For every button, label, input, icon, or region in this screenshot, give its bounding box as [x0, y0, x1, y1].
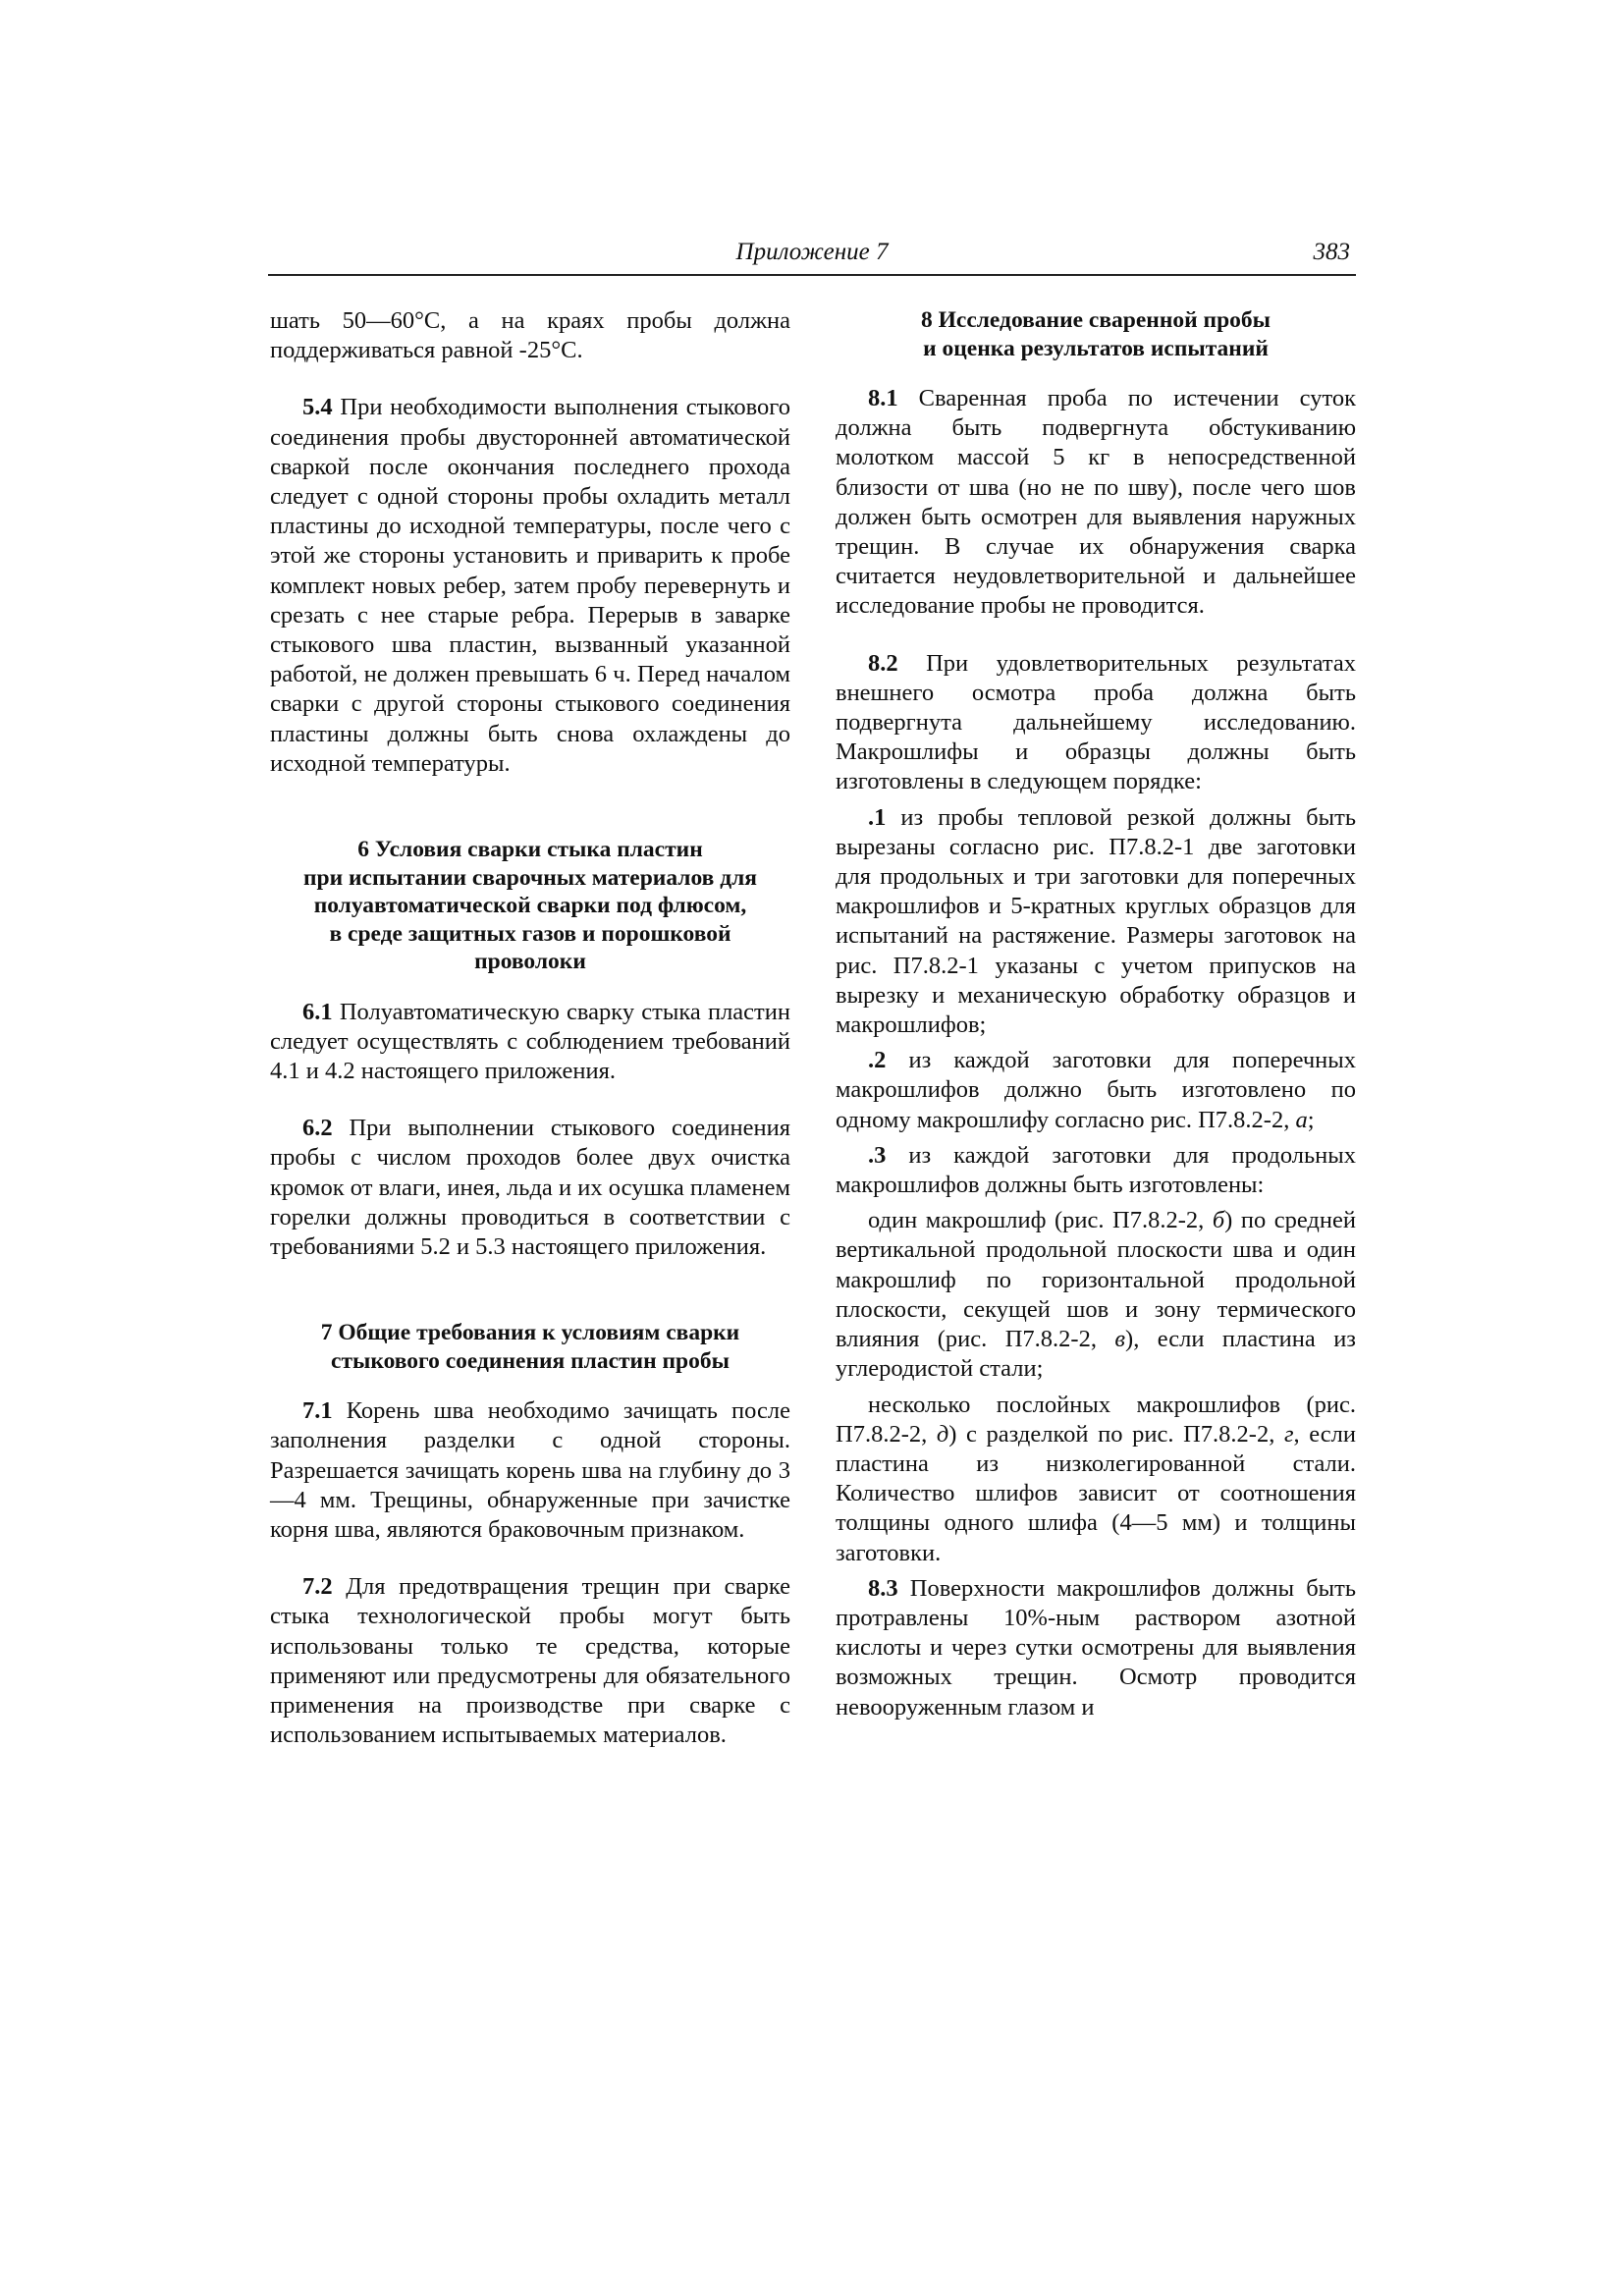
item-text: из каждой заготовки для продольных макрошлифов должны быть изготовлены: [836, 1141, 1356, 1199]
paragraph-7-2 [270, 1572, 790, 1750]
left-column [270, 306, 790, 1750]
continued-paragraph: шать 50—60°С, а на краях пробы должна поддерживаться равной -25°С. [270, 307, 790, 364]
clause-number: 5.4 [302, 394, 333, 421]
subitem-text: несколько послойных макрошлифов (рис. П7.8.2-2, [836, 1391, 1356, 1448]
paragraph-text: Поверхности макрошлифов должны быть протравлены 10%-ным раствором азотной кислоты и через сутки осмотрены для выявления возможных трещин. Осмотр проводится невооруженным глазом и [836, 1574, 1356, 1721]
heading-line: и оценка результатов испытаний [923, 335, 1269, 361]
paragraph-text: Сваренная проба по истечении суток должна быть подвергнута обстукиванию молотком массой 5 кг в непосредственной близости от шва (но не по шву), после чего шов должен быть осмотрен для выявления наружных трещин. В случае их обнаружения сварка считается неудовлетворительной и дальнейшее исследование пробы не проводится. [836, 385, 1356, 620]
clause-number: 7.2 [302, 1573, 333, 1601]
item-text: из пробы тепловой резкой должны быть вырезаны согласно рис. П7.8.2-1 две заготовки для продольных и три заготовки для поперечных макрошлифов и 5-кратных круглых образцов для испытаний на растяжение. Размеры заготовок на рис. П7.8.2-1 указаны с учетом припусков на вырезку и механическую обработку образцов и макрошлифов; [836, 803, 1356, 1039]
heading-line: стыкового соединения пластин пробы [331, 1347, 730, 1374]
subitem-text: ) с разделкой по рис. П7.8.2-2, [948, 1420, 1284, 1448]
heading-line: 6 Условия сварки стыка пластин [357, 837, 703, 863]
clause-number: 8.2 [868, 649, 898, 677]
item-number: .2 [868, 1047, 887, 1074]
figure-letter: д [936, 1420, 949, 1448]
subitem-low-alloy-steel [836, 1391, 1356, 1568]
running-header [268, 239, 1356, 276]
figure-letter: г [1283, 1420, 1294, 1448]
heading-line: 7 Общие требования к условиям сварки [320, 1320, 740, 1346]
item-3 [836, 1141, 1356, 1200]
heading-line: при испытании сварочных материалов для [302, 864, 758, 891]
section-7-heading [270, 1319, 790, 1375]
paragraph-8-2 [836, 649, 1356, 797]
clause-number: 6.1 [302, 998, 333, 1025]
heading-line: полуавтоматической сварки под флюсом, [313, 893, 747, 919]
section-8-heading [836, 306, 1356, 362]
subitem-carbon-steel [836, 1206, 1356, 1384]
subitem-text: ) по средней вертикальной продольной плоскости шва и один макрошлиф по горизонтальной продольной плоскости, секущей шов и зону термического влияния (рис. П7.8.2-2, [836, 1207, 1356, 1353]
paragraph-text: При удовлетворительных результатах внешнего осмотра проба должна быть подвергнута дальнейшему исследованию. Макрошлифы и образцы должны быть изготовлены в следующем порядке: [836, 649, 1356, 795]
heading-line: 8 Исследование сваренной пробы [920, 307, 1271, 333]
paragraph-6-2 [270, 1114, 790, 1262]
figure-letter: б [1212, 1207, 1225, 1234]
paragraph-5-4 [270, 393, 790, 779]
clause-number: 8.1 [868, 385, 898, 411]
paragraph-8-3 [836, 1574, 1356, 1722]
figure-letter: в [1114, 1326, 1126, 1353]
header-title: Приложение 7 [735, 239, 889, 265]
clause-number: 7.1 [302, 1397, 333, 1425]
paragraph-text: При необходимости выполнения стыкового соединения пробы двусторонней автоматической сваркой после окончания последнего прохода следует с одной стороны пробы охладить металл пластины до исходной температуры, после чего с этой же стороны установить и приварить к пробе комплект новых ребер, затем пробу перевернуть и срезать с нее старые ребра. Перерыв в заварке стыкового шва пластин, вызванный указанной работой, не должен превышать 6 ч. Перед началом сварки с другой стороны стыкового соединения пластины должны быть снова охлаждены до исходной температуры. [270, 394, 790, 777]
right-column [836, 306, 1356, 1722]
heading-line: в среде защитных газов и порошковой [329, 920, 731, 947]
page-number: 383 [1313, 239, 1350, 265]
clause-number: 8.3 [868, 1574, 898, 1602]
subitem-text: один макрошлиф (рис. П7.8.2-2, [868, 1207, 1213, 1234]
item-text: из каждой заготовки для поперечных макрошлифов должно быть изготовлено по одному макрошлифу согласно рис. П7.8.2-2, [836, 1047, 1356, 1133]
paragraph-7-1 [270, 1396, 790, 1545]
paragraph-text: Полуавтоматическую сварку стыка пластин следует осуществлять с соблюдением требований 4.1 и 4.2 настоящего приложения. [270, 998, 790, 1084]
item-number: .1 [868, 803, 887, 831]
paragraph-text: Корень шва необходимо зачищать после заполнения разделки с одной стороны. Разрешается зачищать корень шва на глубину до 3—4 мм. Трещины, обнаруженные при зачистке корня шва, являются браковочным признаком. [270, 1397, 790, 1543]
heading-line: проволоки [474, 949, 586, 975]
figure-letter: а [1295, 1106, 1308, 1133]
section-6-heading [270, 836, 790, 976]
paragraph-text: При выполнении стыкового соединения пробы с числом проходов более двух очистка кромок от влаги, инея, льда и их осушка пламенем горелки должны проводиться в соответствии с требованиями 5.2 и 5.3 настоящего приложения. [270, 1115, 790, 1260]
subitem-text: ), если пластина из углеродистой стали; [836, 1326, 1356, 1383]
paragraph-text: Для предотвращения трещин при сварке стыка технологической пробы могут быть использованы только те средства, которые применяют или предусмотрены для обязательного применения на производстве при сварке с использованием испытываемых материалов. [270, 1573, 790, 1749]
paragraph-8-1 [836, 384, 1356, 622]
item-text-end: ; [1307, 1106, 1315, 1133]
clause-number: 6.2 [302, 1115, 333, 1142]
item-1 [836, 803, 1356, 1041]
item-2 [836, 1046, 1356, 1135]
subitem-text: , если пластина из низколегированной стали. Количество шлифов зависит от соотношения толщины одного шлифа (4—5 мм) и толщины заготовки. [836, 1420, 1356, 1566]
item-number: .3 [868, 1141, 887, 1169]
paragraph-6-1 [270, 998, 790, 1087]
